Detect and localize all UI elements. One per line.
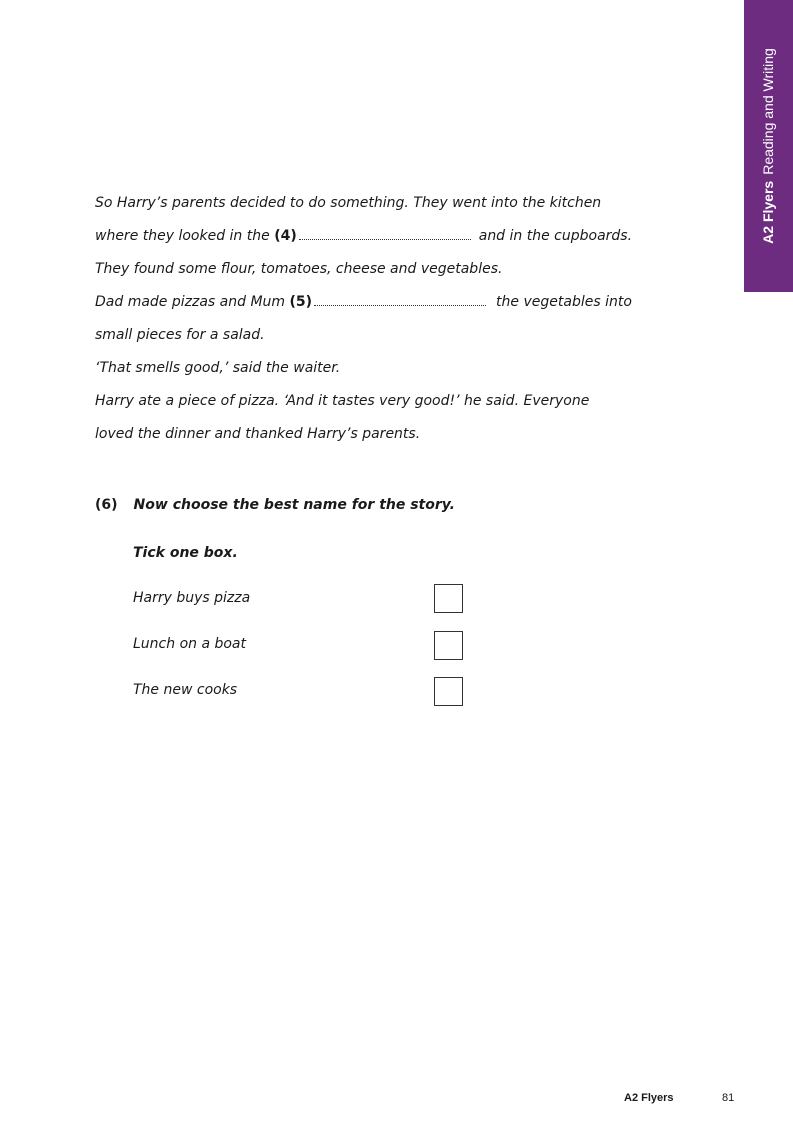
gap-number-4: (4) <box>274 228 297 244</box>
option-label-3: The new cooks <box>133 682 238 698</box>
story-line-7: Harry ate a piece of pizza. ‘And it tastes very good!’ he said. Everyone <box>95 393 590 409</box>
page-number: 81 <box>722 1092 735 1104</box>
story-line-4-before: Dad made pizzas and Mum <box>95 294 290 310</box>
section-tab <box>744 0 793 292</box>
story-line-4-after: the vegetables into <box>496 294 632 310</box>
story-text <box>95 188 695 452</box>
footer-title: A2 Flyers <box>624 1092 674 1104</box>
section-tab-level: A2 Flyers <box>760 180 776 244</box>
tick-box-1[interactable] <box>434 584 463 613</box>
story-line-6: ‘That smells good,’ said the waiter. <box>95 360 341 376</box>
tick-box-2[interactable] <box>434 631 463 660</box>
story-line-5: small pieces for a salad. <box>95 327 265 343</box>
story-line-2-after: and in the cupboards. <box>478 228 633 244</box>
tick-box-3[interactable] <box>434 677 463 706</box>
story-line-4 <box>95 287 695 320</box>
instruction: Tick one box. <box>133 545 238 561</box>
option-label-1: Harry buys pizza <box>133 590 251 606</box>
story-line-1: So Harry’s parents decided to do something. They went into the kitchen <box>95 195 602 211</box>
question-number: (6) <box>95 497 118 513</box>
story-line-3: They found some flour, tomatoes, cheese and vegetables. <box>95 261 503 277</box>
section-tab-paper: Reading and Writing <box>760 48 776 175</box>
story-line-2 <box>95 221 695 254</box>
section-tab-label <box>760 48 776 244</box>
story-line-8: loved the dinner and thanked Harry’s parents. <box>95 426 421 442</box>
answer-gap-4[interactable] <box>299 227 471 240</box>
option-label-2: Lunch on a boat <box>133 636 247 652</box>
gap-number-5: (5) <box>289 294 313 310</box>
question-text: Now choose the best name for the story. <box>133 497 455 513</box>
story-line-2-before: where they looked in the <box>95 228 275 244</box>
question-6 <box>95 497 455 513</box>
answer-gap-5[interactable] <box>314 293 486 306</box>
